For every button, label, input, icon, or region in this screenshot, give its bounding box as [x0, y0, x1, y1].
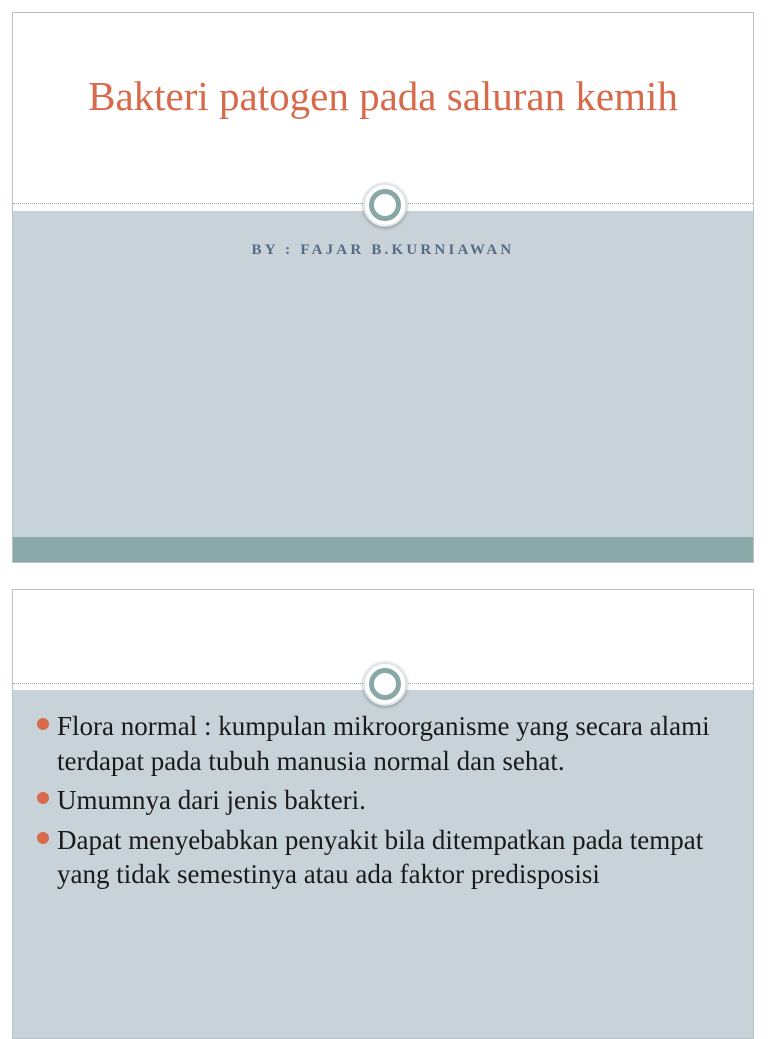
- bullet-list: [13, 709, 753, 897]
- footer-band: [13, 537, 753, 563]
- bullet-text: Umumnya dari jenis bakteri.: [57, 785, 366, 815]
- ring-ornament-icon: [363, 183, 407, 227]
- slide-title: Bakteri patogen pada saluran kemih: [88, 73, 678, 119]
- bullet-text: Dapat menyebabkan penyakit bila ditempatkan pada tempat yang tidak semestinya atau ada faktor predisposisi: [57, 824, 704, 889]
- title-slide: [12, 12, 754, 563]
- bullet-item: [13, 709, 753, 778]
- content-slide: [12, 589, 754, 1039]
- bullet-dot-icon: [37, 792, 49, 804]
- bullet-dot-icon: [37, 718, 49, 730]
- bullet-item: [13, 823, 753, 892]
- ring-ornament-icon: [363, 662, 407, 706]
- bullet-item: [13, 783, 753, 818]
- bullet-text: Flora normal : kumpulan mikroorganisme yang secara alami terdapat pada tubuh manusia normal dan sehat.: [57, 711, 710, 776]
- author-byline: BY : FAJAR B.KURNIAWAN: [251, 242, 515, 258]
- subtitle-panel: [13, 211, 753, 537]
- bullet-dot-icon: [37, 832, 49, 844]
